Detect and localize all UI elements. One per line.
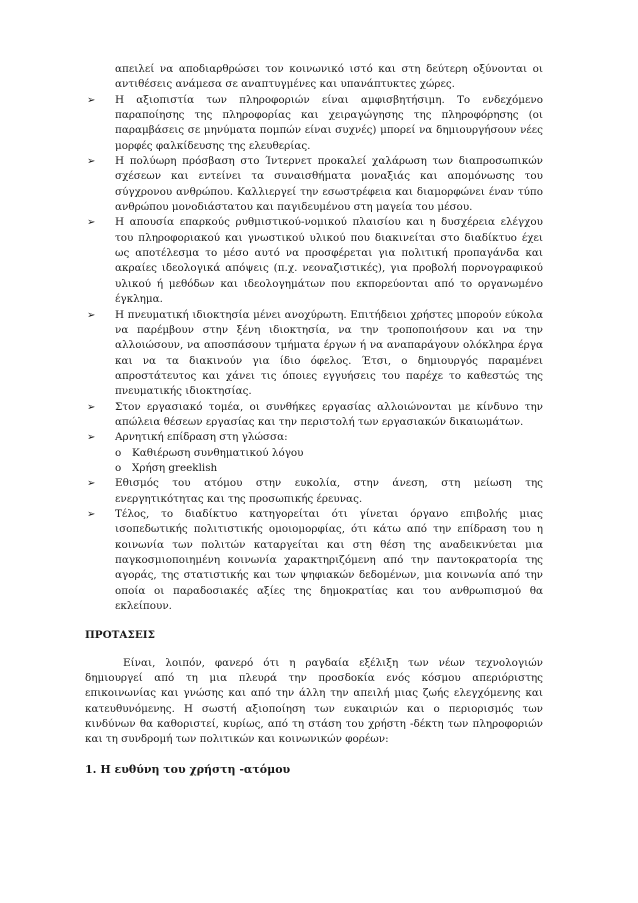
list-item <box>85 215 543 307</box>
list-item-text: Στον εργασιακό τομέα, οι συνθήκες εργασίας αλλοιώνονται με κίνδυνο την απώλεια θέσεων εργασίας και την περιστολή των εργασιακών δικαιωμάτων. <box>115 400 543 428</box>
list-item <box>85 400 543 431</box>
list-item-text: Η αξιοπιστία των πληροφοριών είναι αμφισβητήσιμη. Το ενδεχόμενο παραποίησης της πληροφορίας και χειραγώγησης της πληροφόρησης (οι παραμβάσεις σε μηνύματα πομπών είναι συχνές) μπορεί να δημιουργήσουν νέες μορφές φαλκίδευσης της ελευθερίας. <box>115 93 543 152</box>
list-item <box>85 93 543 154</box>
list-item-text: Η πολύωρη πρόσβαση στο Ίντερνετ προκαλεί χαλάρωση των διαπροσωπικών σχέσεων και εντείνει τα συναισθήματα μοναξιάς και απομόνωσης του σύγχρονου ανθρώπου. Καλλιεργεί την εσωστρέφεια και διαμορφώνει έναν τύπο ανθρώπου μονοδιάστατου και παγιδευμένου στη μαγεία του μέσου. <box>115 155 543 214</box>
subsection-heading: 1. Η ευθύνη του χρήστη -ατόμου <box>85 762 291 776</box>
list-item <box>85 430 543 445</box>
section-paragraph: Είναι, λοιπόν, φανερό ότι η ραγδαία εξέλιξη των νέων τεχνολογιών δημιουργεί από τη μια πλευρά την προσδοκία ενός κόσμου απεριόριστης επικοινωνίας και γνώσης και από την άλλη την απειλή μιας ζωής ελεγχόμενης και κατευθυνόμενης. Η σωστή αξιοποίηση των ευκαιριών και ο περιορισμός των κινδύνων θα καθοριστεί, κυρίως, από τη στάση του χρήστη -δέκτη των πληροφοριών και τη συνδρομή των πολιτικών και κοινωνικών φορέων: <box>85 656 543 746</box>
list-item-text: Εθισμός του ατόμου στην ευκολία, στην άνεση, στη μείωση της ενεργητικότητας και της προσωπικής έρευνας. <box>115 477 543 505</box>
list-item <box>85 476 543 507</box>
sub-list-item-text: Χρήση greeklish <box>132 461 218 474</box>
arrow-bullet-icon: ➢ <box>87 508 96 520</box>
list-item <box>85 154 543 215</box>
continuation-paragraph: απειλεί να αποδιαρθρώσει τον κοινωνικό ιστό και στη δεύτερη οξύνονται οι αντιθέσεις ανάμεσα σε αναπτυγμένες και υπανάπτυκτες χώρες. <box>115 63 543 91</box>
arrow-bullet-icon: ➢ <box>87 401 96 413</box>
arrow-bullet-icon: ➢ <box>87 432 96 444</box>
sub-list-item <box>85 461 543 476</box>
list-item-text: Η απουσία επαρκούς ρυθμιστικού-νομικού πλαισίου και η δυσχέρεια ελέγχου του πληροφοριακού και γνωστικού υλικού που διακινείται στο διαδίκτυο έχει ως αποτέλεσμα το μέσο αυτό να προσφέρεται για πολιτική προπαγάνδα και ακραίες ιδεολογικά απόψεις (π.χ. νεοναζιστικές), για προβολή πορνογραφικού υλικού ή μεθόδων και ιδεολογημάτων που εκπορεύονται από το οργανωμένο έγκλημα. <box>115 216 543 306</box>
document-body <box>85 62 543 777</box>
language-sublist <box>85 446 543 477</box>
list-item <box>85 507 543 614</box>
list-item-text: Αρνητική επίδραση στη γλώσσα: <box>115 431 288 444</box>
circle-bullet-icon: o <box>115 461 122 474</box>
arrow-bullet-icon: ➢ <box>87 94 96 106</box>
drawbacks-list-continued <box>85 476 543 614</box>
list-item-text: Τέλος, το διαδίκτυο κατηγορείται ότι γίνεται όργανο επιβολής μιας ισοπεδωτικής πολιτιστικής ομοιομορφίας, ότι κάτω από την επίδραση του η κοινωνία των πολιτών καταργείται και στη θέση της αναδεικνύεται μια παγκοσμιοποιημένη κοινωνία χαρακτηριζόμενη από την παντοκρατορία της αγοράς, της στατιστικής και των ψηφιακών δεδομένων, μια κοινωνία από την οποία οι παραδοσιακές αξίες της δημοκρατίας και του ανθρωπισμού θα εκλείπουν. <box>115 507 543 613</box>
circle-bullet-icon: o <box>115 446 122 459</box>
arrow-bullet-icon: ➢ <box>87 478 96 490</box>
section-heading: ΠΡΟΤΑΣΕΙΣ <box>85 629 155 642</box>
list-item-text: Η πνευματική ιδιοκτησία μένει ανοχύρωτη. Επιτήδειοι χρήστες μπορούν εύκολα να παρέμβουν στην ξένη ιδιοκτησία, να την τροποποιήσουν και να την αλλοιώσουν, να αποσπάσουν τμήματα έργων ή να αναπαράγουν ολόκληρα έργα και να τα διακινούν για ίδιο όφελος. Έτσι, ο δημιουργός παραμένει απροστάτευτος και χάνει τις όποιες εγγυήσεις του παρέχε το καθεστώς της πνευματικής ιδιοκτησίας. <box>115 308 543 398</box>
drawbacks-list <box>85 93 543 446</box>
arrow-bullet-icon: ➢ <box>87 309 96 321</box>
sub-list-item-text: Καθιέρωση συνθηματικού λόγου <box>132 446 304 459</box>
arrow-bullet-icon: ➢ <box>87 156 96 168</box>
list-item <box>85 308 543 400</box>
arrow-bullet-icon: ➢ <box>87 217 96 229</box>
sub-list-item <box>85 446 543 461</box>
